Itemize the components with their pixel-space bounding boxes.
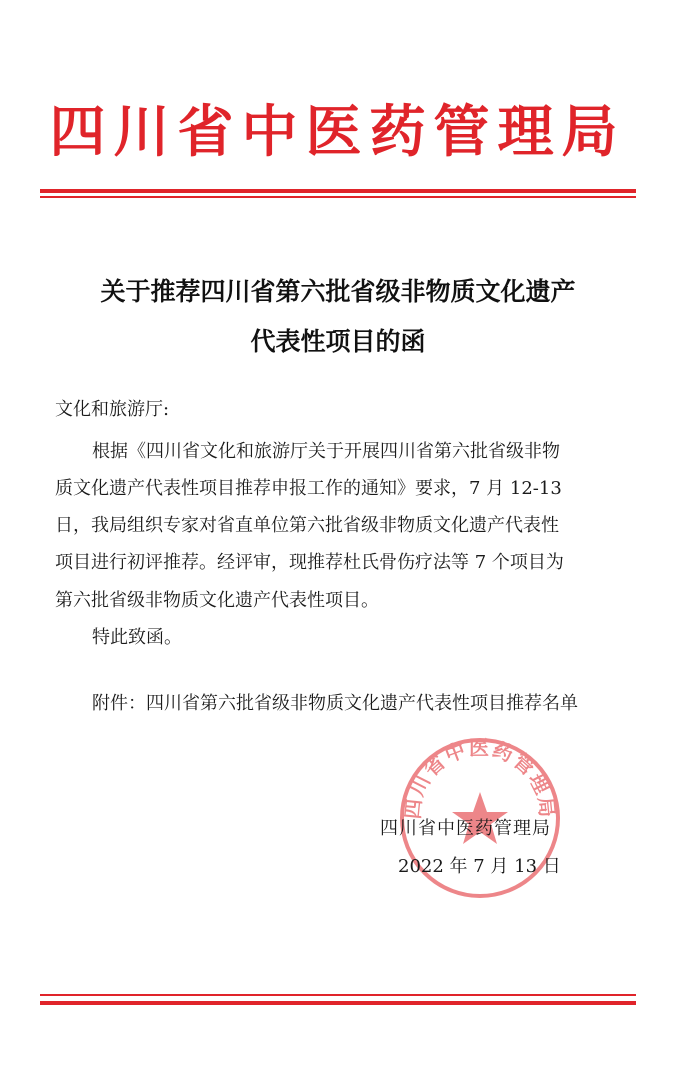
seal-text: 四川省中医药管理局 [400,735,560,821]
letterhead-rule-thin [40,196,636,198]
letterhead-rule-thick [40,189,636,193]
paragraph-line-5: 第六批省级非物质文化遗产代表性项目。 [55,590,379,611]
paragraph-line-1: 根据《四川省文化和旅游厅关于开展四川省第六批省级非物 [92,441,560,462]
signature-date: 2022 年 7 月 13 日 [398,856,561,877]
footer-rule-thick [40,1001,636,1005]
paragraph-line-4: 项目进行初评推荐。经评审，现推荐杜氏骨伤疗法等 7 个项目为 [55,552,564,573]
signature-org: 四川省中医药管理局 [380,818,551,839]
paragraph-line-2: 质文化遗产代表性项目推荐申报工作的通知》要求，7 月 12-13 [55,478,562,499]
attachment-line: 附件：四川省第六批省级非物质文化遗产代表性项目推荐名单 [92,693,578,714]
document-title-line-2: 代表性项目的函 [250,327,426,356]
paragraph-line-3: 日，我局组织专家对省直单位第六批省级非物质文化遗产代表性 [55,515,559,536]
footer-rule-thin [40,994,636,996]
closing-line: 特此致函。 [92,627,182,648]
letterhead-title: 四川省中医药管理局 [49,99,626,165]
recipient: 文化和旅游厅: [55,399,170,420]
document-title-line-1: 关于推荐四川省第六批省级非物质文化遗产 [100,277,576,306]
